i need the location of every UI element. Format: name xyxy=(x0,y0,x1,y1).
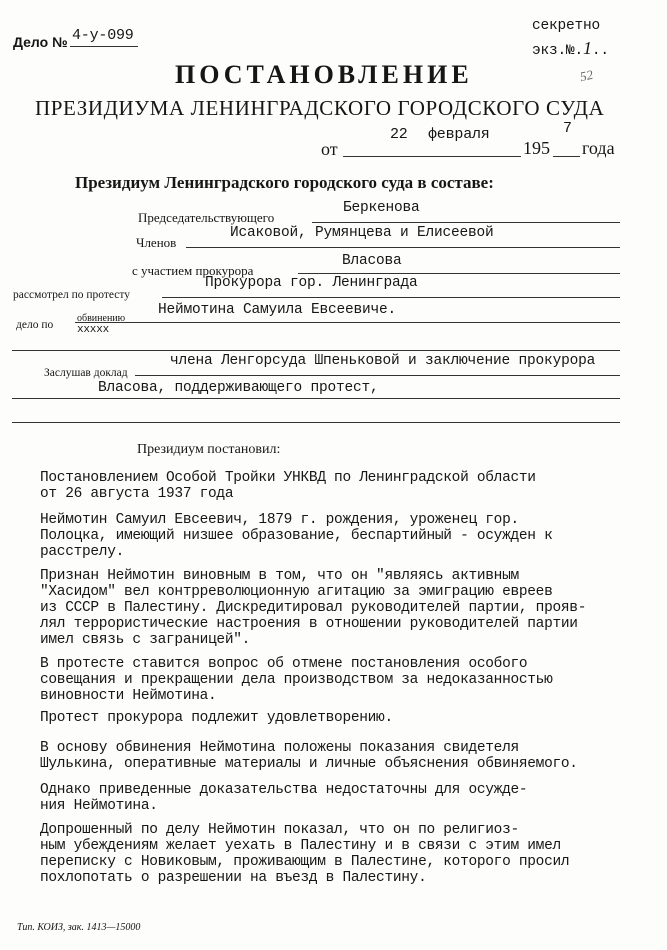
prosecutor-value: Власова xyxy=(342,253,402,269)
paragraph-line: В основу обвинения Неймотина положены показания свидетеля xyxy=(40,740,519,756)
paragraph-line: Неймотин Самуил Евсеевич, 1879 г. рождения, уроженец гор. xyxy=(40,512,519,528)
case-value: Неймотина Самуила Евсеевиче. xyxy=(158,302,397,318)
decided-heading: Президиум постановил: xyxy=(137,442,281,457)
margin-note: 52 xyxy=(578,66,595,85)
paragraph-line: Постановлением Особой Тройки УНКВД по Ленинградской области xyxy=(40,470,536,486)
paragraph-line: Протест прокурора подлежит удовлетворению. xyxy=(40,710,393,726)
date-day-line xyxy=(343,156,521,157)
paragraph-line: расстрелу. xyxy=(40,544,125,560)
members-label: Членов xyxy=(136,235,177,250)
report-value-2: Власова, поддерживающего протест, xyxy=(98,380,379,396)
paragraph-line: от 26 августа 1937 года xyxy=(40,486,234,502)
report-line-2 xyxy=(12,398,620,399)
date-month: февраля xyxy=(428,126,490,143)
paragraph-line: из СССР в Палестину. Дискредитировал руководителей партии, прояв- xyxy=(40,600,587,616)
paragraph xyxy=(40,822,652,886)
report-value: члена Ленгорсуда Шпеньковой и заключение прокурора xyxy=(170,353,596,369)
case-number: 4-у-099 xyxy=(72,27,134,44)
paragraph-line: "Хасидом" вел контрреволюционную агитацию за эмиграцию евреев xyxy=(40,584,553,600)
protest-line xyxy=(162,297,620,298)
secret-label: секретно xyxy=(532,18,601,34)
paragraph-line: ния Неймотина. xyxy=(40,798,158,814)
paragraph xyxy=(40,710,652,726)
prosecutor-line xyxy=(298,273,620,274)
members-value: Исаковой, Румянцева и Елисеевой xyxy=(230,225,494,241)
chair-value: Беркенова xyxy=(343,200,420,216)
document-subtitle: ПРЕЗИДИУМА ЛЕНИНГРАДСКОГО ГОРОДСКОГО СУДА xyxy=(35,96,605,120)
paragraph-line: Однако приведенные доказательства недостаточны для осужде- xyxy=(40,782,528,798)
paragraph-line: лял террористические настроения в отношении руководителей партии xyxy=(40,616,578,632)
date-year-line xyxy=(553,156,580,157)
date-year-suffix: года xyxy=(582,138,615,158)
paragraph-line: Признан Неймотин виновным в том, что он "являясь активным xyxy=(40,568,519,584)
report-line xyxy=(135,375,620,376)
presidium-heading: Президиум Ленинградского городского суда в составе: xyxy=(75,173,494,192)
paragraph-line: похлопотать о разрешении на въезд в Палестину. xyxy=(40,870,427,886)
paragraph-line: совещания и прекращении дела производством за недоказанностью xyxy=(40,672,553,688)
case-line xyxy=(75,322,620,323)
paragraph-line: виновности Неймотина. xyxy=(40,688,217,704)
chair-label: Председательствующего xyxy=(138,210,275,225)
printer-imprint: Тип. КОИЗ, зак. 1413—15000 xyxy=(17,922,141,933)
paragraph-line: переписку с Новиковым, проживающим в Палестине, которого просил xyxy=(40,854,570,870)
blank-line-1 xyxy=(12,350,620,351)
case-number-underline xyxy=(70,46,138,47)
prosecutor-label: с участием прокурора xyxy=(132,263,254,278)
paragraph-line: Шулькина, оперативные материалы и личные объяснения обвиняемого. xyxy=(40,756,578,772)
paragraph xyxy=(40,568,652,648)
chair-line xyxy=(312,222,620,223)
paragraph-line: Допрошенный по делу Неймотин показал, что он по религиоз- xyxy=(40,822,519,838)
paragraph xyxy=(40,782,652,814)
case-label: дело по xyxy=(16,319,54,331)
members-line xyxy=(186,247,620,248)
paragraph xyxy=(40,656,652,704)
date-year-prefix: 195 xyxy=(523,138,550,158)
date-ot-label: от xyxy=(321,139,338,159)
paragraph-line: имел связь с заграницей". xyxy=(40,632,251,648)
paragraph-line: Полоцка, имеющий низшее образование, беспартийный - осужден к xyxy=(40,528,553,544)
protest-label: рассмотрел по протесту xyxy=(13,289,130,301)
blank-line-2 xyxy=(12,422,620,423)
protest-value: Прокурора гор. Ленинграда xyxy=(205,275,418,291)
paragraph-line: ным убеждениям желает уехать в Палестину и в связи с этим имел xyxy=(40,838,561,854)
paragraph-line: В протесте ставится вопрос об отмене постановления особого xyxy=(40,656,528,672)
paragraph xyxy=(40,470,652,502)
case-struck: xxxxx xyxy=(77,324,110,336)
document-title: ПОСТАНОВЛЕНИЕ xyxy=(175,60,473,89)
case-number-label: Дело № xyxy=(13,34,68,50)
paragraph xyxy=(40,740,652,772)
report-label: Заслушав доклад xyxy=(44,367,128,379)
date-year-digit: 7 xyxy=(563,120,572,137)
copy-label: экз.№.1.. xyxy=(532,38,609,59)
date-day: 22 xyxy=(390,126,408,143)
case-sublabel: обвинению xyxy=(77,313,126,324)
paragraph xyxy=(40,512,652,560)
